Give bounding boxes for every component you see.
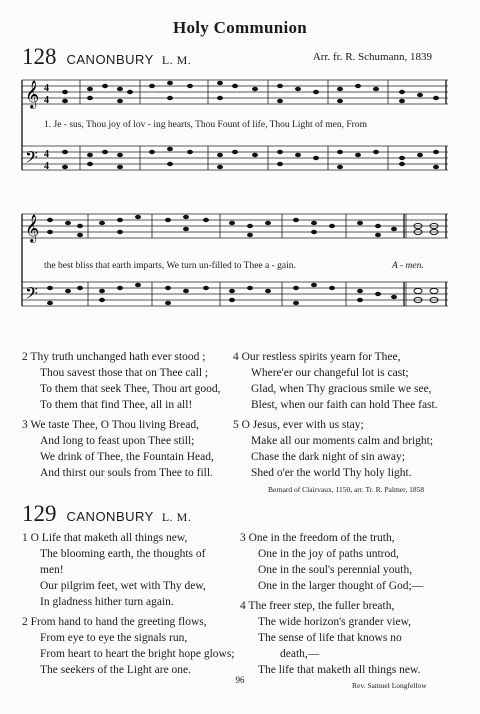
stanza-line: death,— — [280, 648, 320, 660]
hymn-129-stanza-4 — [240, 598, 420, 678]
stanza-line: The blooming earth, the thoughts of — [40, 548, 206, 560]
tune-name: CANONBURY — [66, 509, 154, 524]
stanza-line: The wide horizon's grander view, — [258, 616, 412, 628]
stanza-line: 3 We taste Thee, O Thou living Bread, — [22, 419, 199, 431]
lyric-line-1: 1. Je - sus, Thou joy of lov - ing hearts, Thou Fount of life, Thou Light of men, From — [44, 120, 367, 130]
lyric-line-2-text: the best bliss that earth imparts, We turn un-filled to Thee a - gain. — [44, 261, 296, 271]
hymn-128-stanza-5 — [233, 417, 433, 481]
stanza-line: Thou savest those that on Thee call ; — [40, 367, 209, 379]
svg-text:4: 4 — [44, 95, 49, 106]
hymn-129-stanza-1 — [22, 530, 237, 610]
svg-text:𝄢: 𝄢 — [25, 147, 38, 171]
hymn-128-stanza-2 — [22, 349, 221, 413]
music-system-2 — [20, 206, 450, 336]
svg-text:𝄞: 𝄞 — [25, 80, 40, 108]
stanza-line: Chase the dark night of sin away; — [251, 451, 405, 463]
hymn-129-credit: Rev. Samuel Longfellow — [352, 681, 427, 690]
stanza-line: 1 O Life that maketh all things new, — [22, 532, 188, 544]
svg-text:𝄞: 𝄞 — [25, 214, 40, 242]
stanza-line: Blest, when our faith can hold Thee fast. — [251, 399, 438, 411]
stanza-line: men! — [40, 564, 64, 576]
stanza-line: 4 The freer step, the fuller breath, — [240, 600, 395, 612]
stanza-line: Make all our moments calm and bright; — [251, 435, 434, 447]
stanza-line: 2 Thy truth unchanged hath ever stood ; — [22, 351, 206, 363]
svg-text:4: 4 — [44, 83, 49, 94]
stanza-line: One in the joy of paths untrod, — [258, 548, 399, 560]
hymn-number: 129 — [22, 501, 57, 526]
hymn-129-header — [22, 501, 191, 527]
stanza-line: Where'er our changeful lot is cast; — [251, 367, 409, 379]
stanza-line: The seekers of the Light are one. — [40, 664, 192, 676]
stanza-line: 4 Our restless spirits yearn for Thee, — [233, 351, 401, 363]
hymn-129-stanza-3 — [240, 530, 423, 594]
stanza-line: Our pilgrim feet, wet with Thy dew, — [40, 580, 206, 592]
stanza-line: One in the soul's perennial youth, — [258, 564, 413, 576]
lyric-line-2 — [44, 261, 444, 271]
stanza-line: From heart to heart the bright hope glows; — [40, 648, 235, 660]
svg-text:𝄢: 𝄢 — [25, 283, 38, 307]
hymn-128-stanza-4 — [233, 349, 438, 413]
stanza-line: To them that find Thee, all in all! — [40, 399, 193, 411]
hymn-number: 128 — [22, 44, 57, 69]
stanza-line: In gladness hither turn again. — [40, 596, 174, 608]
tune-name: CANONBURY — [66, 52, 154, 67]
hymn-128-credit: Bernard of Clairvaux, 1150, arr. Tr. R. Palmer, 1858 — [268, 485, 425, 494]
svg-text:4: 4 — [44, 149, 49, 160]
stanza-line: 3 One in the freedom of the truth, — [240, 532, 395, 544]
stanza-line: Shed o'er the world Thy holy light. — [251, 467, 412, 479]
meter: L. M. — [161, 53, 192, 67]
hymn-129-stanza-2 — [22, 614, 235, 678]
composer-attribution: Arr. fr. R. Schumann, 1839 — [312, 51, 432, 63]
stanza-line: 2 From hand to hand the greeting flows, — [22, 616, 207, 628]
stanza-line: The life that maketh all things new. — [258, 664, 421, 676]
music-system-1 — [20, 72, 450, 202]
stanza-line: Glad, when Thy gracious smile we see, — [251, 383, 432, 395]
hymn-128-header — [22, 44, 191, 70]
stanza-line: The sense of life that knows no — [258, 632, 402, 644]
hymn-128-stanza-3 — [22, 417, 214, 481]
stanza-line: And long to feast upon Thee still; — [40, 435, 195, 447]
amen: A - men. — [392, 261, 424, 271]
stanza-line: We drink of Thee, the Fountain Head, — [40, 451, 214, 463]
meter: L. M. — [161, 510, 192, 524]
stanza-line: 5 O Jesus, ever with us stay; — [233, 419, 364, 431]
svg-text:4: 4 — [44, 161, 49, 172]
stanza-line: And thirst our souls from Thee to fill. — [40, 467, 213, 479]
stanza-line: One in the larger thought of God;— — [258, 580, 424, 592]
stanza-line: From eye to eye the signals run, — [40, 632, 188, 644]
page-number: 96 — [235, 675, 245, 685]
running-head: Holy Communion — [172, 18, 308, 37]
stanza-line: To them that seek Thee, Thou art good, — [40, 383, 221, 395]
